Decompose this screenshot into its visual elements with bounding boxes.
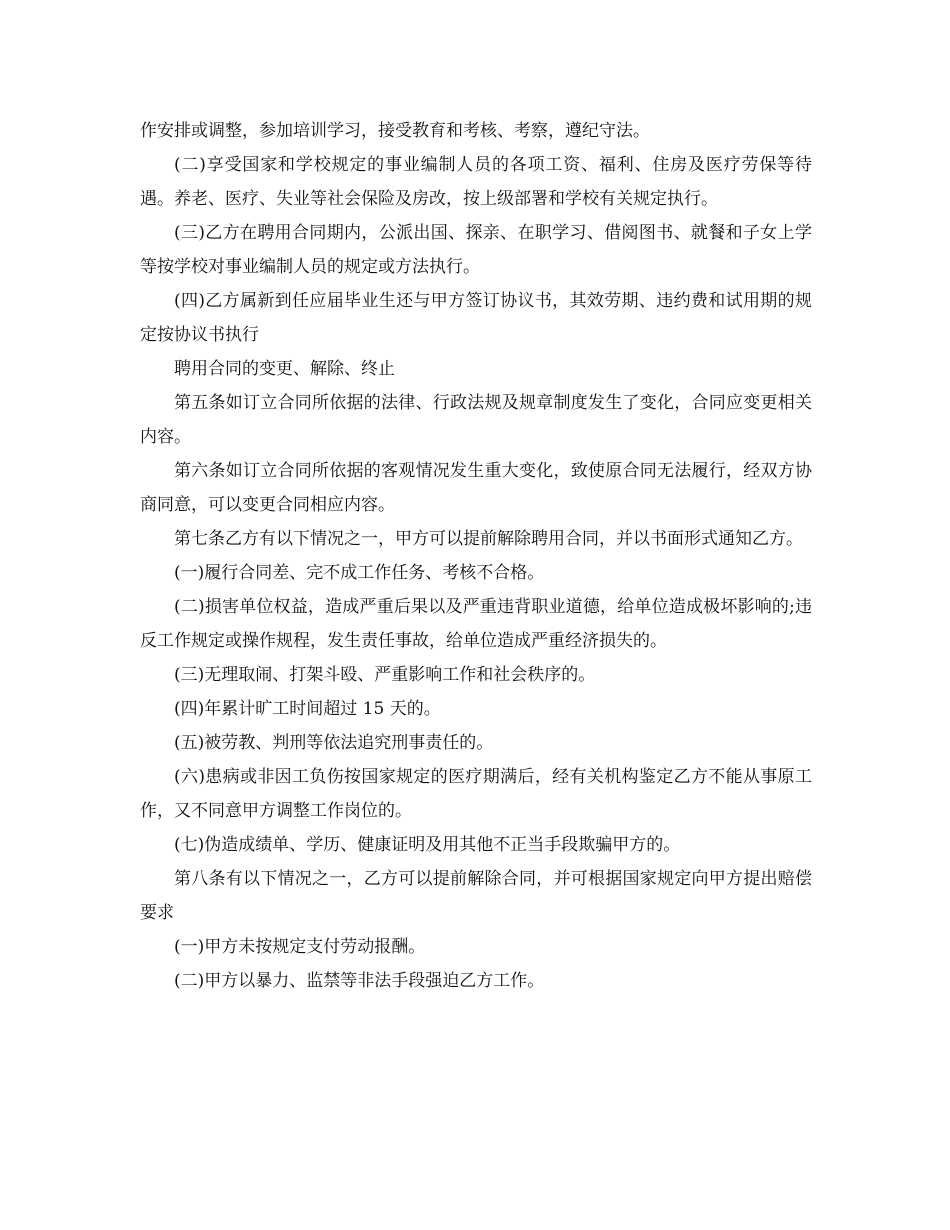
paragraph-article-7-item-1: (一)履行合同差、完不成工作任务、考核不合格。 (174, 563, 545, 583)
paragraph-article-7-item-7: (七)伪造成绩单、学历、健康证明及用其他不正当手段欺骗甲方的。 (174, 835, 681, 855)
paragraph-article-8: 第八条有以下情况之一，乙方可以提前解除合同，并可根据国家规定向甲方提出赔偿要求 (140, 869, 812, 923)
paragraph-article-7-item-2: (二)损害单位权益，造成严重后果以及严重违背职业道德，给单位造成极坏影响的;违反工作规定或操作规程，发生责任事故，给单位造成严重经济损失的。 (140, 597, 812, 651)
paragraph-continuation: 作安排或调整，参加培训学习，接受教育和考核、考察，遵纪守法。 (140, 121, 650, 141)
document-body (140, 114, 812, 998)
paragraph-clause-2: (二)享受国家和学校规定的事业编制人员的各项工资、福利、住房及医疗劳保等待遇。养老、医疗、失业等社会保险及房改，按上级部署和学校有关规定执行。 (140, 155, 812, 209)
paragraph-article-7: 第七条乙方有以下情况之一，甲方可以提前解除聘用合同，并以书面形式通知乙方。 (174, 529, 803, 549)
paragraph-article-7-item-3: (三)无理取闹、打架斗殴、严重影响工作和社会秩序的。 (174, 665, 596, 685)
paragraph-clause-3: (三)乙方在聘用合同期内，公派出国、探亲、在职学习、借阅图书、就餐和子女上学等按学校对事业编制人员的规定或方法执行。 (140, 223, 812, 277)
paragraph-article-6: 第六条如订立合同所依据的客观情况发生重大变化，致使原合同无法履行，经双方协商同意，可以变更合同相应内容。 (140, 461, 812, 515)
paragraph-clause-4: (四)乙方属新到任应届毕业生还与甲方签订协议书，其效劳期、违约费和试用期的规定按协议书执行 (140, 291, 812, 345)
paragraph-article-8-item-1: (一)甲方未按规定支付劳动报酬。 (174, 937, 426, 957)
paragraph-article-5: 第五条如订立合同所依据的法律、行政法规及规章制度发生了变化，合同应变更相关内容。 (140, 393, 812, 447)
paragraph-article-7-item-6: (六)患病或非因工负伤按国家规定的医疗期满后，经有关机构鉴定乙方不能从事原工作，又不同意甲方调整工作岗位的。 (140, 767, 812, 821)
section-heading-contract-changes: 聘用合同的变更、解除、终止 (174, 359, 395, 379)
paragraph-article-7-item-4: (四)年累计旷工时间超过 15 天的。 (174, 699, 441, 719)
paragraph-article-7-item-5: (五)被劳教、判刑等依法追究刑事责任的。 (174, 733, 494, 753)
paragraph-article-8-item-2: (二)甲方以暴力、监禁等非法手段强迫乙方工作。 (174, 971, 545, 991)
